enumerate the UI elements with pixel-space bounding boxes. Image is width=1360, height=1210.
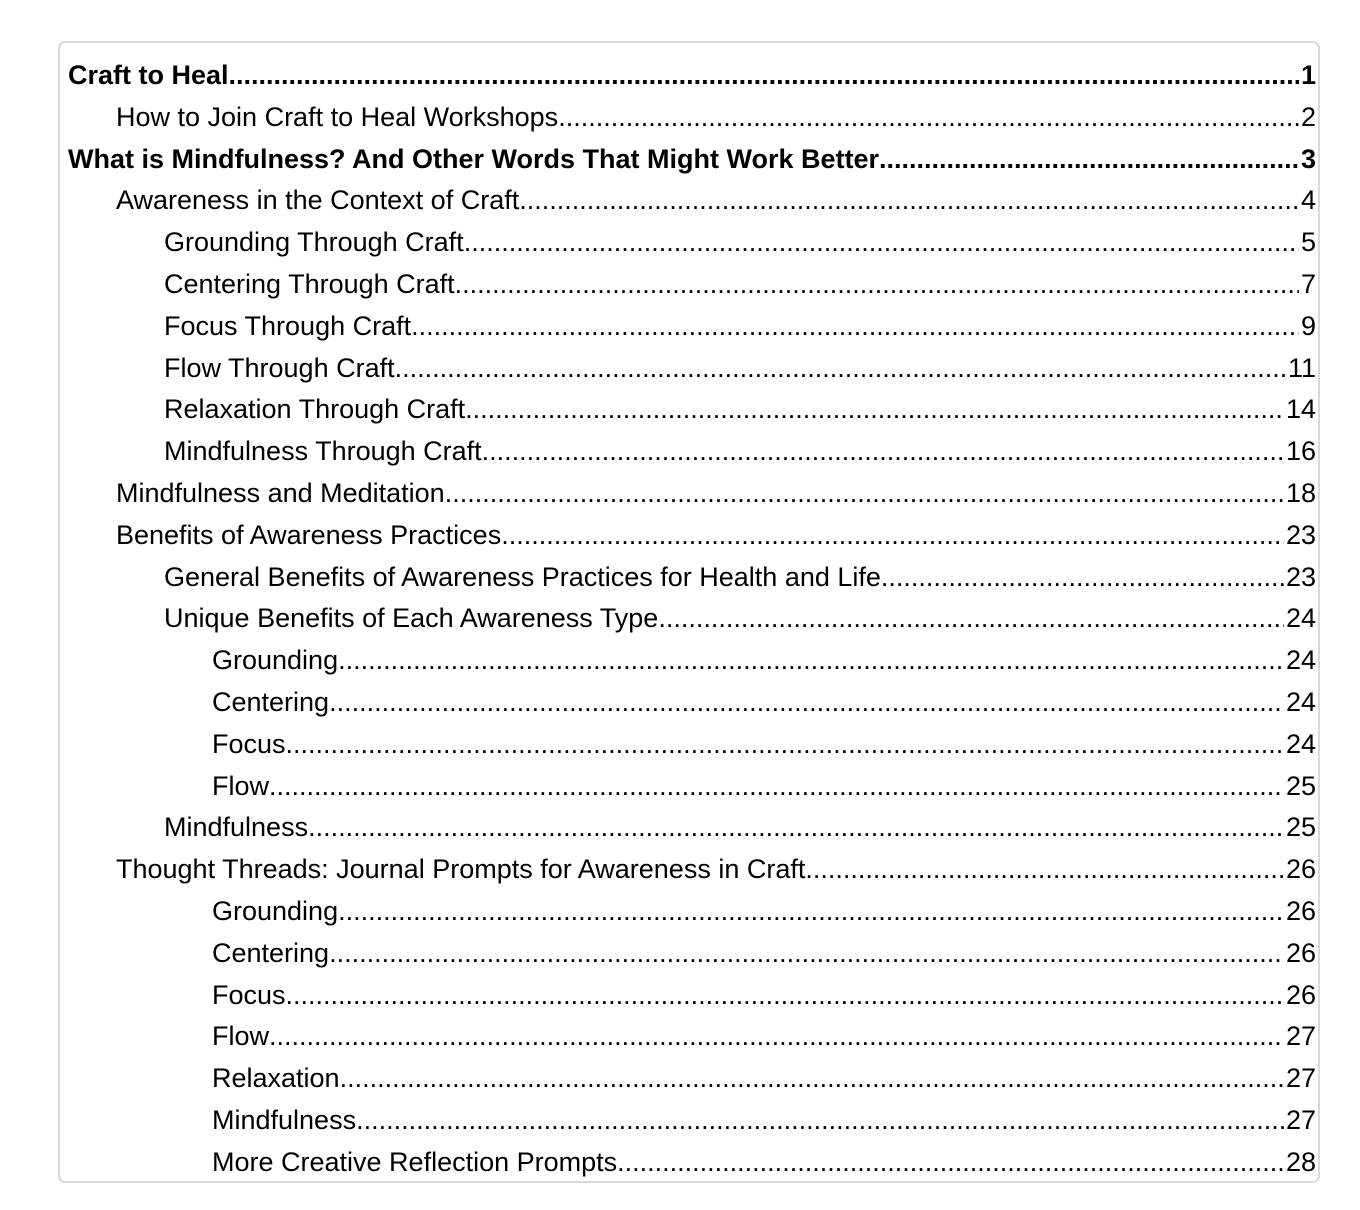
toc-entry[interactable] [68, 891, 1316, 933]
toc-entry[interactable] [68, 222, 1316, 264]
toc-dot-leader [356, 1100, 1284, 1142]
toc-entry-page-number: 25 [1285, 770, 1316, 801]
toc-entry-page-number: 27 [1285, 1063, 1316, 1094]
toc-entry[interactable] [68, 640, 1316, 682]
toc-entry-title: Grounding [212, 645, 339, 676]
toc-entry-title: Mindfulness [212, 1104, 357, 1135]
toc-entry[interactable] [68, 139, 1316, 181]
toc-entry-page-number: 25 [1285, 812, 1316, 843]
toc-entry-page-number: 26 [1285, 895, 1316, 926]
toc-dot-leader [308, 807, 1284, 849]
toc-entry-title: Relaxation Through Craft [164, 394, 466, 425]
toc-entry[interactable] [68, 724, 1316, 766]
toc-entry-title: Thought Threads: Journal Prompts for Awareness in Craft [116, 854, 806, 885]
toc-entry-title: Centering [212, 686, 330, 717]
toc-dot-leader [455, 264, 1299, 306]
toc-entry[interactable] [68, 515, 1316, 557]
toc-entry[interactable] [68, 55, 1316, 97]
toc-entry-page-number: 1 [1300, 60, 1316, 90]
toc-entry[interactable] [68, 1058, 1316, 1100]
toc-entry-page-number: 7 [1300, 268, 1316, 299]
toc-entry[interactable] [68, 682, 1316, 724]
toc-entry-title: General Benefits of Awareness Practices for Health and Life [164, 561, 881, 592]
toc-entry-page-number: 18 [1285, 477, 1316, 508]
toc-entry-title: Benefits of Awareness Practices [116, 519, 502, 550]
toc-dot-leader [558, 97, 1299, 139]
toc-entry-page-number: 26 [1285, 854, 1316, 885]
toc-entry-page-number: 23 [1285, 561, 1316, 592]
toc-dot-leader [340, 1058, 1284, 1100]
toc-entry-title: Flow [212, 1021, 270, 1052]
toc-entry-title: More Creative Reflection Prompts [212, 1146, 618, 1177]
toc-dot-leader [329, 933, 1284, 975]
toc-dot-leader [879, 139, 1299, 181]
toc-entry-page-number: 5 [1300, 227, 1316, 258]
toc-dot-leader [881, 557, 1284, 599]
toc-entry-page-number: 14 [1285, 394, 1316, 425]
toc-entry-page-number: 23 [1285, 519, 1316, 550]
toc-entry[interactable] [68, 431, 1316, 473]
toc-entry-page-number: 24 [1285, 728, 1316, 759]
toc-entry[interactable] [68, 348, 1316, 390]
toc-entry-title: What is Mindfulness? And Other Words That Might Work Better [68, 143, 880, 174]
toc-entry-page-number: 9 [1300, 310, 1316, 341]
toc-dot-leader [338, 640, 1284, 682]
toc-entry-title: Unique Benefits of Each Awareness Type [164, 603, 659, 634]
toc-dot-leader [329, 682, 1284, 724]
toc-dot-leader [269, 1016, 1284, 1058]
toc-entry[interactable] [68, 473, 1316, 515]
toc-dot-leader [338, 891, 1284, 933]
toc-dot-leader [286, 724, 1284, 766]
toc-entry[interactable] [68, 97, 1316, 139]
toc-entry-page-number: 24 [1285, 645, 1316, 676]
toc-dot-leader [464, 222, 1299, 264]
toc-list [68, 55, 1316, 1184]
toc-entry[interactable] [68, 1142, 1316, 1184]
toc-entry-title: Grounding [212, 895, 339, 926]
toc-entry-page-number: 27 [1285, 1021, 1316, 1052]
toc-entry-page-number: 28 [1285, 1146, 1316, 1177]
toc-entry-title: Awareness in the Context of Craft [116, 185, 520, 216]
toc-entry[interactable] [68, 975, 1316, 1017]
toc-entry-title: Flow Through Craft [164, 352, 395, 383]
toc-dot-leader [519, 180, 1299, 222]
toc-entry-title: Centering [212, 937, 330, 968]
toc-entry-page-number: 11 [1287, 352, 1316, 383]
toc-dot-leader [658, 598, 1284, 640]
toc-entry-title: Grounding Through Craft [164, 227, 464, 258]
toc-entry-title: Centering Through Craft [164, 268, 455, 299]
toc-entry-page-number: 24 [1285, 686, 1316, 717]
toc-dot-leader [411, 306, 1299, 348]
toc-entry-page-number: 27 [1285, 1104, 1316, 1135]
toc-entry[interactable] [68, 306, 1316, 348]
toc-dot-leader [286, 975, 1284, 1017]
toc-entry[interactable] [68, 1100, 1316, 1142]
toc-dot-leader [229, 55, 1299, 97]
toc-entry[interactable] [68, 598, 1316, 640]
toc-entry-title: Relaxation [212, 1063, 340, 1094]
toc-entry-page-number: 4 [1300, 185, 1316, 216]
table-of-contents [58, 41, 1320, 1183]
toc-entry-page-number: 3 [1300, 143, 1316, 174]
toc-entry[interactable] [68, 557, 1316, 599]
toc-entry-title: Focus Through Craft [164, 310, 412, 341]
toc-dot-leader [805, 849, 1284, 891]
toc-entry-page-number: 26 [1285, 979, 1316, 1010]
toc-entry[interactable] [68, 1016, 1316, 1058]
toc-entry-title: Flow [212, 770, 270, 801]
toc-entry-title: Mindfulness [164, 812, 309, 843]
toc-entry-title: Focus [212, 979, 286, 1010]
toc-entry[interactable] [68, 264, 1316, 306]
toc-entry-title: Mindfulness Through Craft [164, 436, 482, 467]
toc-entry-title: Focus [212, 728, 286, 759]
toc-entry-page-number: 2 [1300, 101, 1316, 132]
toc-dot-leader [501, 515, 1284, 557]
toc-entry-page-number: 26 [1285, 937, 1316, 968]
toc-entry[interactable] [68, 849, 1316, 891]
toc-entry-title: How to Join Craft to Heal Workshops [116, 101, 559, 132]
toc-entry-page-number: 24 [1285, 603, 1316, 634]
toc-dot-leader [445, 473, 1284, 515]
toc-dot-leader [269, 766, 1284, 808]
toc-dot-leader [465, 389, 1284, 431]
toc-dot-leader [617, 1142, 1284, 1184]
toc-entry-title: Craft to Heal [68, 60, 229, 90]
toc-entry[interactable] [68, 180, 1316, 222]
toc-entry-title: Mindfulness and Meditation [116, 477, 445, 508]
toc-entry[interactable] [68, 389, 1316, 431]
toc-entry[interactable] [68, 933, 1316, 975]
toc-dot-leader [395, 348, 1286, 390]
toc-entry[interactable] [68, 807, 1316, 849]
toc-dot-leader [482, 431, 1284, 473]
toc-entry-page-number: 16 [1285, 436, 1316, 467]
toc-entry[interactable] [68, 766, 1316, 808]
